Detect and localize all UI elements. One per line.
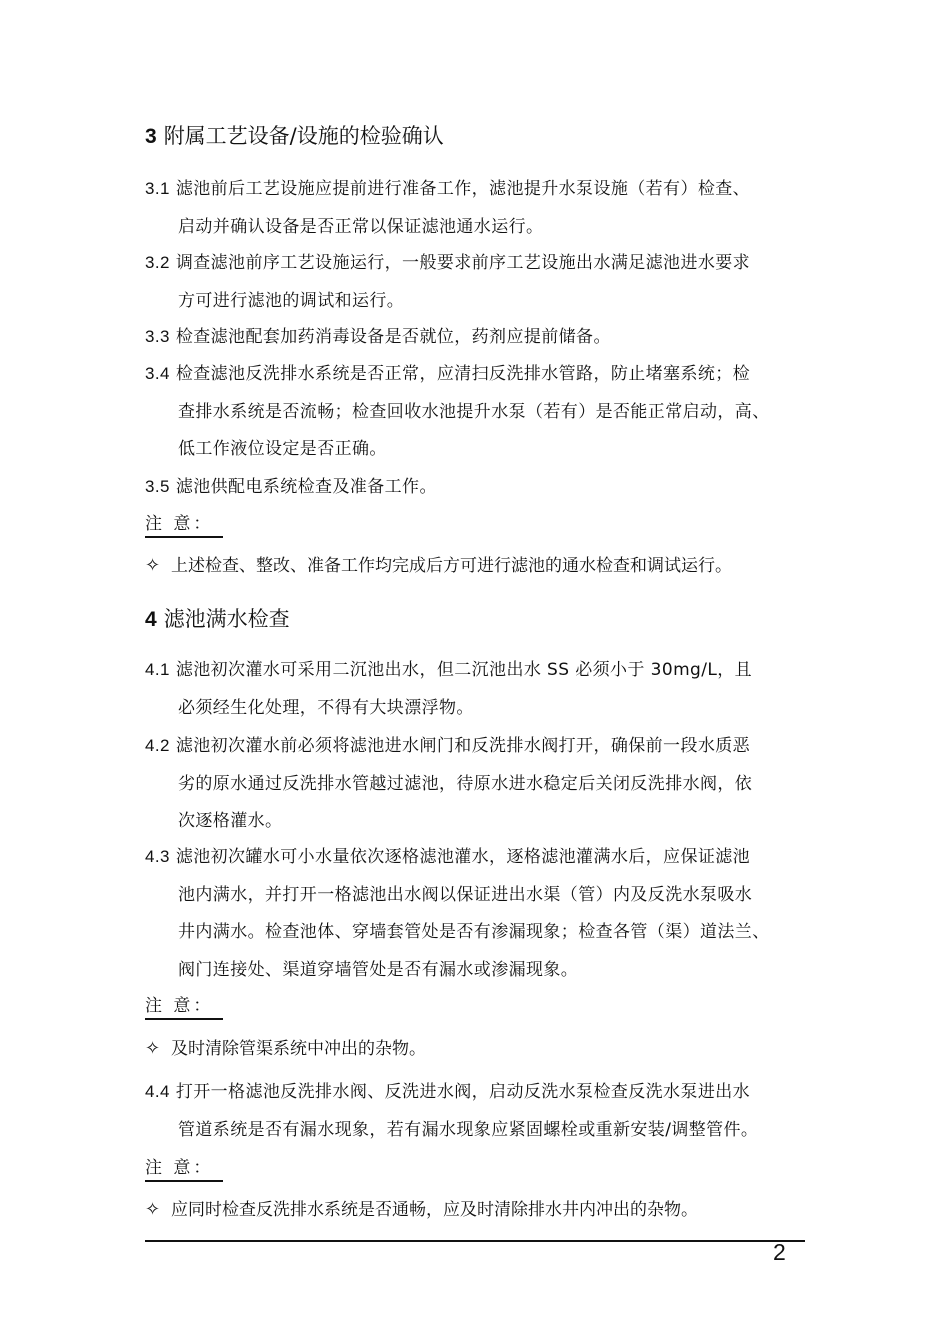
item-line: 次逐格灌水。 (178, 811, 283, 831)
item-line: 必须经生化处理，不得有大块漂浮物。 (178, 697, 474, 718)
item-number: 4.2 (145, 736, 170, 755)
note-bullet (145, 1198, 698, 1222)
section-number: 3 (145, 125, 157, 148)
note-bullet (145, 554, 732, 578)
item-line: 滤池初次罐水可小水量依次逐格滤池灌水，逐格滤池灌满水后，应保证滤池 (175, 847, 751, 867)
section-heading-4 (145, 605, 290, 634)
item-line: 检查滤池配套加药消毒设备是否就位，药剂应提前储备。 (175, 327, 611, 347)
note-label: 注 意： (145, 512, 223, 538)
item-3-1 (145, 170, 810, 246)
item-line: 调查滤池前序工艺设施运行，一般要求前序工艺设施出水满足滤池进水要求 (175, 253, 751, 273)
item-3-2 (145, 244, 810, 320)
item-number: 3.5 (145, 477, 170, 496)
page-number: 2 (773, 1239, 786, 1265)
note-bullet (145, 1037, 426, 1061)
item-line: 查排水系统是否流畅；检查回收水池提升水泵（若有）是否能正常启动，高、 (178, 401, 770, 422)
item-number: 4.4 (145, 1082, 170, 1101)
item-4-2 (145, 727, 810, 841)
note-text: 及时清除管渠系统中冲出的杂物。 (171, 1039, 426, 1059)
item-line: 劣的原水通过反洗排水管越过滤池，待原水进水稳定后关闭反洗排水阀，依 (178, 773, 753, 794)
note-text: 上述检查、整改、准备工作均完成后方可进行滤池的通水检查和调试运行。 (171, 556, 732, 576)
item-line: 检查滤池反洗排水系统是否正常，应清扫反洗排水管路，防止堵塞系统；检 (175, 364, 751, 384)
item-number: 3.3 (145, 327, 170, 346)
item-line: 井内满水。检查池体、穿墙套管处是否有渗漏现象；检查各管（渠）道法兰、 (178, 922, 770, 942)
item-line: 方可进行滤池的调试和运行。 (178, 290, 405, 311)
item-3-3 (145, 318, 810, 357)
item-number: 3.4 (145, 364, 170, 383)
item-3-5 (145, 468, 810, 507)
item-4-1 (145, 651, 810, 727)
item-4-4 (145, 1073, 810, 1149)
item-line: 打开一格滤池反洗排水阀、反洗进水阀，启动反洗水泵检查反洗水泵进出水 (175, 1082, 751, 1102)
section-heading-3 (145, 122, 444, 151)
section-number: 4 (145, 608, 157, 631)
star-bullet-icon: ✧ (145, 1199, 161, 1220)
item-line: 滤池初次灌水可采用二沉池出水，但二沉池出水 SS 必须小于 30mg/L，且 (175, 660, 753, 680)
note-label: 注 意： (145, 994, 223, 1020)
note-text: 应同时检查反洗排水系统是否通畅，应及时清除排水井内冲出的杂物。 (171, 1200, 698, 1220)
footer-rule (145, 1240, 805, 1242)
item-line: 启动并确认设备是否正常以保证滤池通水运行。 (178, 216, 544, 237)
item-line: 阀门连接处、渠道穿墙管处是否有漏水或渗漏现象。 (178, 959, 579, 980)
note-label: 注 意： (145, 1156, 223, 1182)
star-bullet-icon: ✧ (145, 555, 161, 576)
item-number: 4.3 (145, 847, 170, 866)
star-bullet-icon: ✧ (145, 1038, 161, 1059)
section-title: 附属工艺设备/设施的检验确认 (163, 124, 444, 148)
item-number: 4.1 (145, 660, 170, 679)
item-number: 3.1 (145, 179, 170, 198)
item-3-4 (145, 355, 810, 469)
item-number: 3.2 (145, 253, 170, 272)
section-title: 滤池满水检查 (163, 607, 290, 631)
item-line: 滤池初次灌水前必须将滤池进水闸门和反洗排水阀打开，确保前一段水质恶 (175, 736, 751, 756)
item-line: 滤池供配电系统检查及准备工作。 (175, 477, 437, 497)
item-line: 滤池前后工艺设施应提前进行准备工作，滤池提升水泵设施（若有）检查、 (175, 179, 751, 199)
item-line: 低工作液位设定是否正确。 (178, 439, 387, 459)
item-line: 池内满水，并打开一格滤池出水阀以保证进出水渠（管）内及反洗水泵吸水 (178, 884, 753, 905)
item-line: 管道系统是否有漏水现象，若有漏水现象应紧固螺栓或重新安装/调整管件。 (178, 1119, 759, 1140)
item-4-3 (145, 838, 810, 989)
